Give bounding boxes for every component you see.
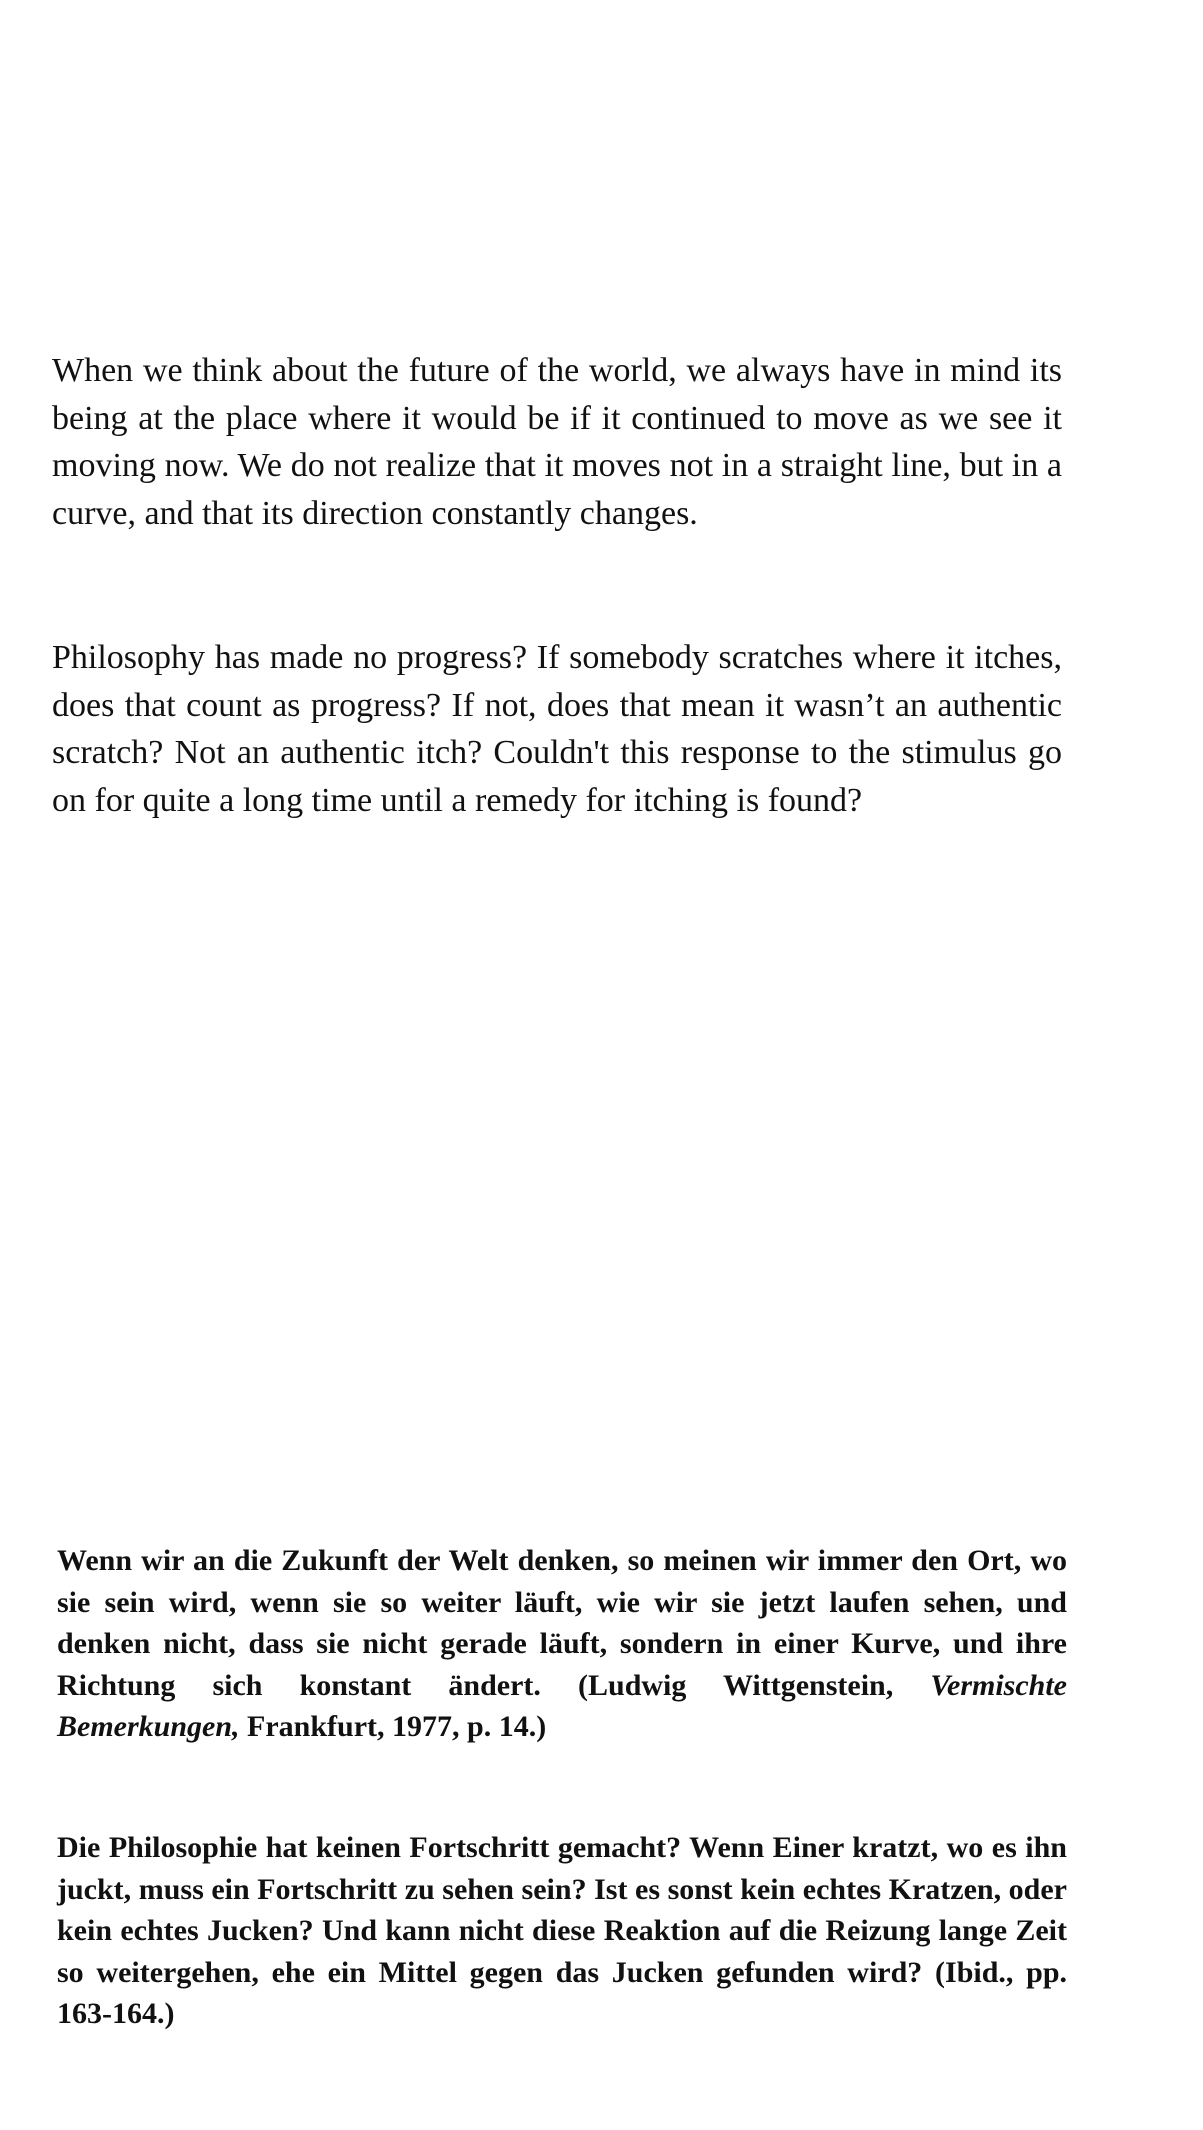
footnote-german-original-1 bbox=[57, 1540, 1067, 1748]
footnote-1-citation: Frankfurt, 1977, p. 14.) bbox=[239, 1710, 547, 1743]
main-paragraph-philosophy-progress: Philosophy has made no progress? If somebody scratches where it itches, does that count as progress? If not, does that mean it wasn’t an authentic scratch? Not an authentic itch? Couldn't this response to the stimulus go on for quite a long time until a remedy for itching is found? bbox=[52, 639, 1062, 819]
footnote-1-book-title: Vermischte Bemerkungen, bbox=[57, 1668, 1067, 1743]
footnote-1-text: Wenn wir an die Zukunft der Welt denken, so meinen wir immer den Ort, wo sie sein wird, wenn sie so weiter läuft, wie wir sie jetzt laufen sehen, und denken nicht, dass sie nicht gerade läuft, sondern in einer Kurve, und ihre Richtung sich konstant ändert. (Ludwig Wittgenstein, bbox=[57, 1544, 1067, 1702]
main-paragraph-future-of-world: When we think about the future of the world, we always have in mind its being at the place where it would be if it continued to move as we see it moving now. We do not realize that it moves not in a straight line, but in a curve, and that its direction constantly changes. bbox=[52, 352, 1062, 532]
footnote-german-original-2: Die Philosophie hat keinen Fortschritt gemacht? Wenn Einer kratzt, wo es ihn juckt, muss ein Fortschritt zu sehen sein? Ist es sonst kein echtes Kratzen, oder kein echtes Jucken? Und kann nicht diese Reaktion auf die Reizung lange Zeit so weitergehen, ehe ein Mittel gegen das Jucken gefunden wird? (Ibid., pp. 163-164.) bbox=[57, 1831, 1067, 2030]
